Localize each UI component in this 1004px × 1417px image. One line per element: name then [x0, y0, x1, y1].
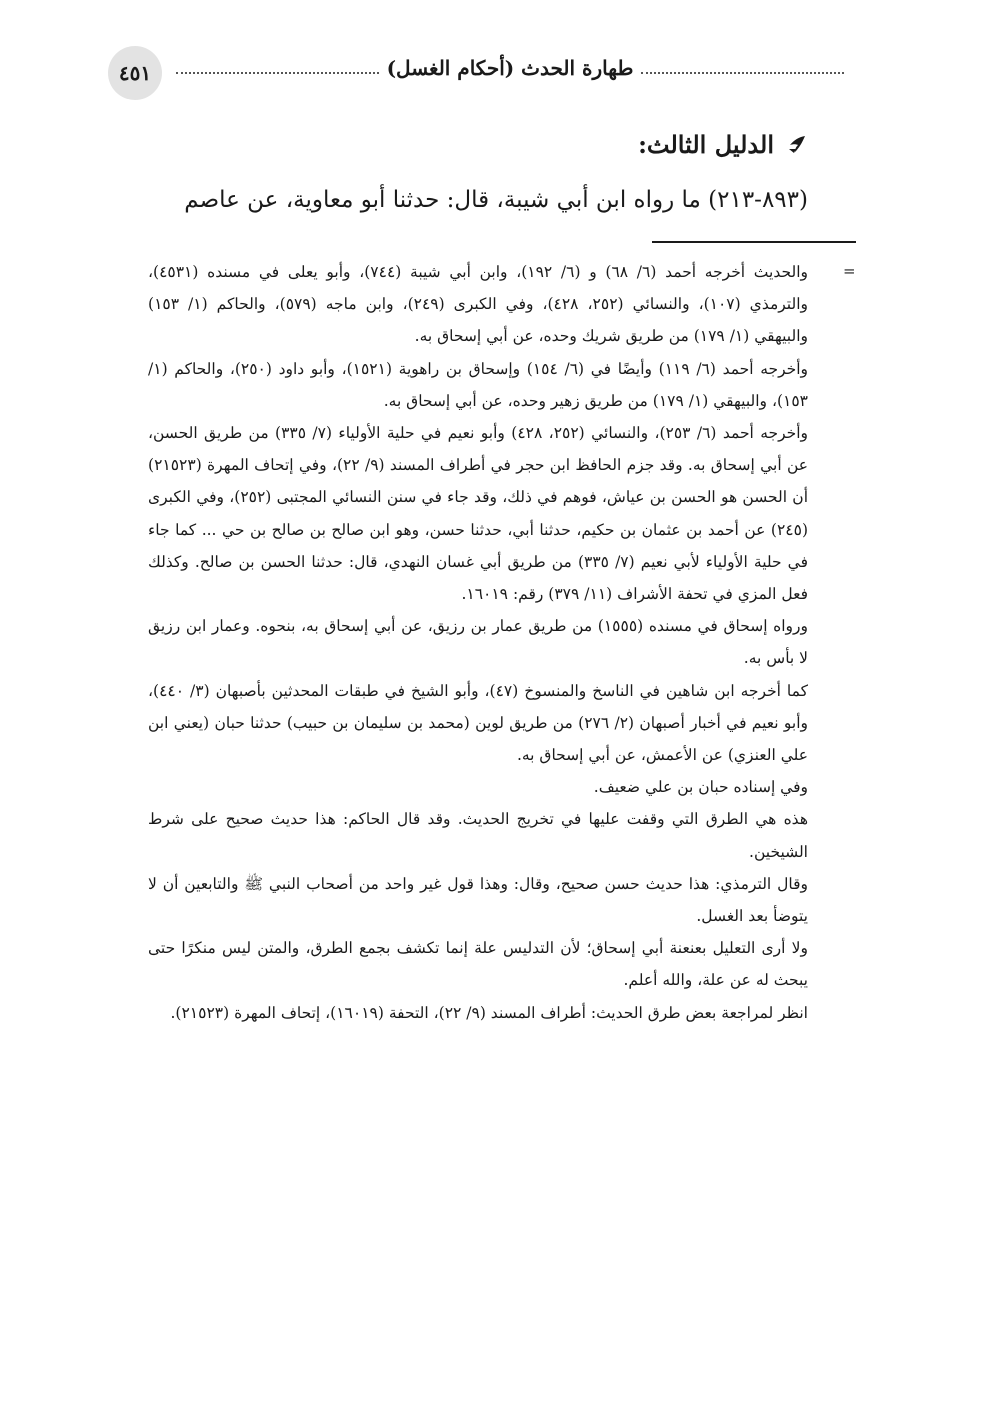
header-dots-right — [641, 72, 844, 74]
footnote-paragraph: انظر لمراجعة بعض طرق الحديث: أطراف المسند (٩/ ٢٢)، التحفة (١٦٠١٩)، إتحاف المهرة (٢١٥٢٣). — [170, 1003, 808, 1022]
footnote-separator — [652, 241, 856, 243]
footnotes — [148, 256, 808, 1029]
footnote-paragraph: هذه هي الطرق التي وقفت عليها في تخريج الحديث. وقد قال الحاكم: هذا حديث صحيح على شرط الشيخين. — [148, 810, 808, 861]
running-title: طهارة الحدث (أحكام الغسل) — [386, 56, 634, 80]
footnote-paragraph: ورواه إسحاق في مسنده (١٥٥٥) من طريق عمار بن رزيق، عن أبي إسحاق به، بنحوه. وعمار ابن رزيق لا بأس به. — [148, 617, 808, 668]
section-title: الدليل الثالث: — [638, 129, 774, 159]
footnote-paragraph: وأخرجه أحمد (٦/ ٢٥٣)، والنسائي (٢٥٢، ٤٢٨) وأبو نعيم في حلية الأولياء (٧/ ٣٣٥) من طريق الحسن، عن أبي إسحاق به. وقد جزم الحافظ ابن حجر في أطراف المسند (٩/ ٢٢)، وفي إتحاف المهرة (٢١٥٢٣) أن الحسن هو الحسن بن عياش، فوهم في ذلك، وقد جاء في سنن النسائي المجتبى (٢٥٢)، وفي الكبرى (٢٤٥) عن أحمد بن عثمان بن حكيم، حدثنا أبي، حدثنا حسن، وهو ابن صالح بن صالح بن حي ... كما جاء في حلية الأولياء لأبي نعيم (٧/ ٣٣٥) من طريق أبي غسان النهدي، قال: حدثنا الحسن بن صالح. وكذلك فعل المزي في تحفة الأشراف (١١/ ٣٧٩) رقم: ١٦٠١٩. — [148, 424, 809, 604]
footnote-paragraph: وقال الترمذي: هذا حديث حسن صحيح، وقال: وهذا قول غير واحد من أصحاب النبي ﷺ والتابعين أن لا يتوضأ بعد الغسل. — [148, 874, 808, 926]
arrow-bullet-icon — [786, 133, 808, 155]
footnote-paragraph: وأخرجه أحمد (٦/ ١١٩) وأيضًا في (٦/ ١٥٤) وإسحاق بن راهوية (١٥٢١)، وأبو داود (٢٥٠)، والحاكم (١/ ١٥٣)، والبيهقي (١/ ١٧٩) من طريق زهير وحده، عن أبي إسحاق به. — [148, 359, 809, 410]
header-dots-left — [176, 72, 379, 74]
main-text-line: (٨٩٣-٢١٣) ما رواه ابن أبي شيبة، قال: حدثنا أبو معاوية، عن عاصم — [184, 187, 808, 213]
running-header — [176, 48, 844, 88]
footnote-paragraph: كما أخرجه ابن شاهين في الناسخ والمنسوخ (٤٧)، وأبو الشيخ في طبقات المحدثين بأصبهان (٣/ ٤٤٠)، وأبو نعيم في أخبار أصبهان (٢/ ٢٧٦) من طريق لوين (محمد بن سليمان بن حبيب) حدثنا حبان (يعني ابن علي العنزي) عن الأعمش، عن أبي إسحاق به. — [148, 681, 808, 765]
footnote-paragraph: ولا أرى التعليل بعنعنة أبي إسحاق؛ لأن التدليس علة إنما تكشف بجمع الطرق، والمتن ليس منكرًا حتى يبحث له عن علة، والله أعلم. — [148, 939, 808, 990]
footnote-paragraph: والحديث أخرجه أحمد (٦/ ٦٨) و (٦/ ١٩٢)، وابن أبي شيبة (٧٤٤)، وأبو يعلى في مسنده (٤٥٣١)، والترمذي (١٠٧)، والنسائي (٢٥٢، ٤٢٨)، وفي الكبرى (٢٤٩)، وابن ماجه (٥٧٩)، والحاكم (١/ ١٥٣) والبيهقي (١/ ١٧٩) من طريق شريك وحده، عن أبي إسحاق به. — [148, 263, 808, 346]
section-heading — [638, 122, 808, 166]
page-number: ٤٥١ — [108, 46, 162, 100]
footnote-continuation-mark: = — [843, 262, 856, 280]
footnote-paragraph: وفي إسناده حبان بن علي ضعيف. — [593, 778, 808, 797]
